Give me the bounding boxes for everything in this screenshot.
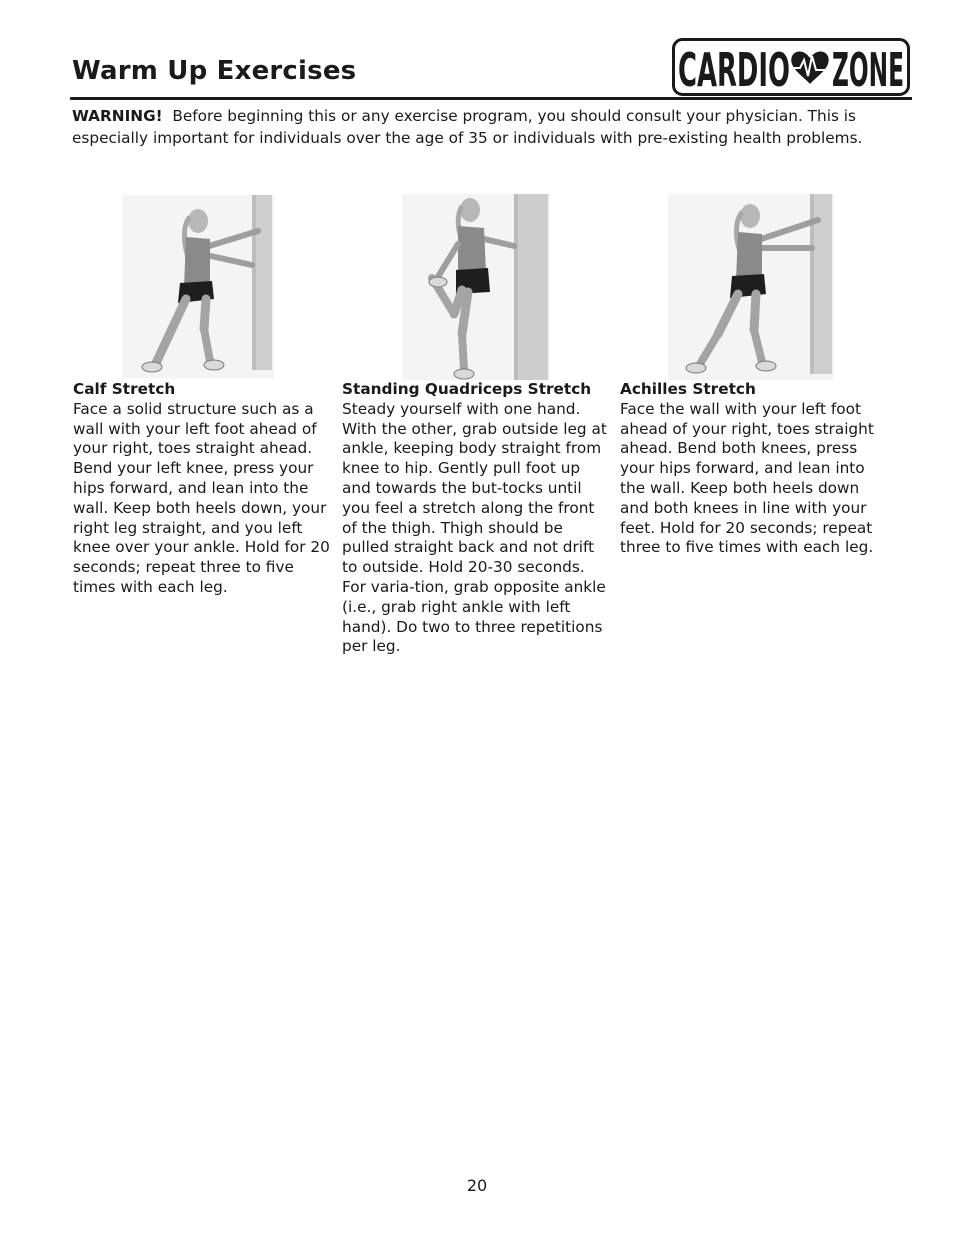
exercise-description: Face a solid structure such as a wall with your left foot ahead of your right, toes straight ahead. Bend your left knee, press your hips forward, and lean into the wall. Keep both heels down, your right leg straight, and you left knee over your ankle. Hold for 20 seconds; repeat three to five times with each leg. [73,399,330,596]
exercise-achilles-stretch [620,380,888,558]
calf-stretch-photo [122,195,274,378]
exercise-title: Calf Stretch [73,380,176,398]
page-number: 20 [466,1176,488,1195]
exercise-quadriceps-stretch [342,380,610,657]
cardio-zone-logo [672,38,910,96]
header-rule [70,97,912,100]
exercise-description: Face the wall with your left foot ahead of your right, toes straight ahead. Bend both knees, press your hips forward, and lean into the wall. Keep both heels down and both knees in line with your feet. Hold for 20 seconds; repeat three to five times with each leg. [620,399,874,557]
exercise-title: Achilles Stretch [620,380,756,398]
warning-label: WARNING! [72,107,163,125]
warning-text: Before beginning this or any exercise program, you should consult your physician. This is especially important for individuals over the age of 35 or individuals with pre-existing health problems. [72,107,863,147]
logo-text-right: ZONE [832,43,904,96]
achilles-stretch-photo [668,194,834,380]
warning-paragraph [72,106,902,149]
exercise-title: Standing Quadriceps Stretch [342,380,592,398]
exercise-calf-stretch [73,380,335,598]
quadriceps-stretch-photo [402,194,550,380]
exercise-description: Steady yourself with one hand. With the other, grab outside leg at ankle, keeping body straight from knee to hip. Gently pull foot up and towards the but-tocks until you feel a stretch along the front of the thigh. Thigh should be pulled straight back and not drift to outside. Hold 20-30 seconds. For varia-tion, grab opposite ankle (i.e., grab right ankle with left hand). Do two to three repetitions per leg. [342,399,607,656]
page-title: Warm Up Exercises [72,56,357,86]
logo-text-left: CARDIO [678,43,790,96]
